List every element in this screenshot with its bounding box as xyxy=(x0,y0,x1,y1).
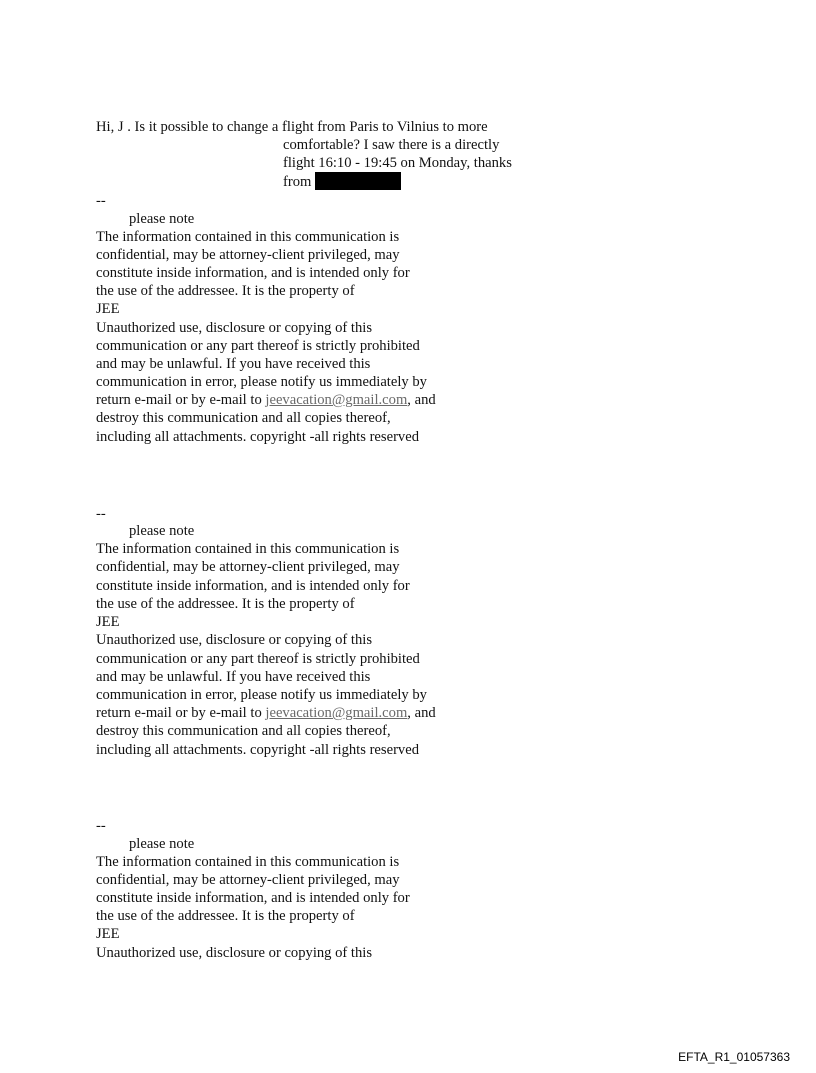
message-line-4 xyxy=(283,172,401,191)
signature-separator: -- xyxy=(96,506,106,522)
document-id: EFTA_R1_01057363 xyxy=(678,1050,790,1064)
disclaimer-line: the use of the addressee. It is the property of xyxy=(96,596,355,612)
disclaimer-line: communication or any part thereof is strictly prohibited xyxy=(96,338,420,354)
disclaimer-line: confidential, may be attorney-client privileged, may xyxy=(96,559,400,575)
disclaimer-line: The information contained in this communication is xyxy=(96,854,400,870)
signature-separator: -- xyxy=(96,193,106,209)
disclaimer-line: the use of the addressee. It is the property of xyxy=(96,283,355,299)
disclaimer-line: destroy this communication and all copies thereof, xyxy=(96,723,391,739)
disclaimer-email-line xyxy=(96,704,436,722)
disclaimer-line: communication or any part thereof is strictly prohibited xyxy=(96,651,420,667)
disclaimer-line: including all attachments. copyright -all rights reserved xyxy=(96,742,419,758)
signature-separator: -- xyxy=(96,818,106,834)
disclaimer-line: JEE xyxy=(96,926,120,942)
disclaimer-line: JEE xyxy=(96,301,120,317)
disclaimer-line-suffix: , and xyxy=(407,392,436,408)
disclaimer-line: Unauthorized use, disclosure or copying of this xyxy=(96,945,373,961)
disclaimer-line: confidential, may be attorney-client privileged, may xyxy=(96,872,400,888)
disclaimer-line: JEE xyxy=(96,614,120,630)
disclaimer-line: and may be unlawful. If you have received this xyxy=(96,669,371,685)
disclaimer-line: The information contained in this communication is xyxy=(96,541,400,557)
disclaimer-line: return e-mail or by e-mail to xyxy=(96,392,262,408)
message-line-1: Hi, J . Is it possible to change a flight from Paris to Vilnius to more xyxy=(96,119,488,135)
disclaimer-line: return e-mail or by e-mail to xyxy=(96,705,262,721)
disclaimer-line: the use of the addressee. It is the property of xyxy=(96,908,355,924)
disclaimer-heading: please note xyxy=(129,211,195,227)
disclaimer-line: communication in error, please notify us immediately by xyxy=(96,374,427,390)
disclaimer-line: The information contained in this communication is xyxy=(96,229,400,245)
disclaimer-line: constitute inside information, and is intended only for xyxy=(96,578,410,594)
disclaimer-email-line xyxy=(96,391,436,409)
disclaimer-line: destroy this communication and all copies thereof, xyxy=(96,410,391,426)
disclaimer-line: Unauthorized use, disclosure or copying of this xyxy=(96,320,373,336)
disclaimer-heading: please note xyxy=(129,523,195,539)
redaction-box xyxy=(315,172,401,190)
disclaimer-heading: please note xyxy=(129,836,195,852)
message-line-3: flight 16:10 - 19:45 on Monday, thanks xyxy=(283,155,512,171)
email-link[interactable]: jeevacation@gmail.com xyxy=(265,705,408,721)
disclaimer-line: Unauthorized use, disclosure or copying of this xyxy=(96,632,373,648)
disclaimer-line-suffix: , and xyxy=(407,705,436,721)
disclaimer-line: and may be unlawful. If you have received this xyxy=(96,356,371,372)
disclaimer-line: constitute inside information, and is intended only for xyxy=(96,890,410,906)
email-link[interactable]: jeevacation@gmail.com xyxy=(265,392,408,408)
disclaimer-line: confidential, may be attorney-client privileged, may xyxy=(96,247,400,263)
message-from-label: from xyxy=(283,174,312,190)
disclaimer-line: constitute inside information, and is intended only for xyxy=(96,265,410,281)
disclaimer-line: communication in error, please notify us immediately by xyxy=(96,687,427,703)
message-line-2: comfortable? I saw there is a directly xyxy=(283,137,500,153)
disclaimer-line: including all attachments. copyright -all rights reserved xyxy=(96,429,419,445)
